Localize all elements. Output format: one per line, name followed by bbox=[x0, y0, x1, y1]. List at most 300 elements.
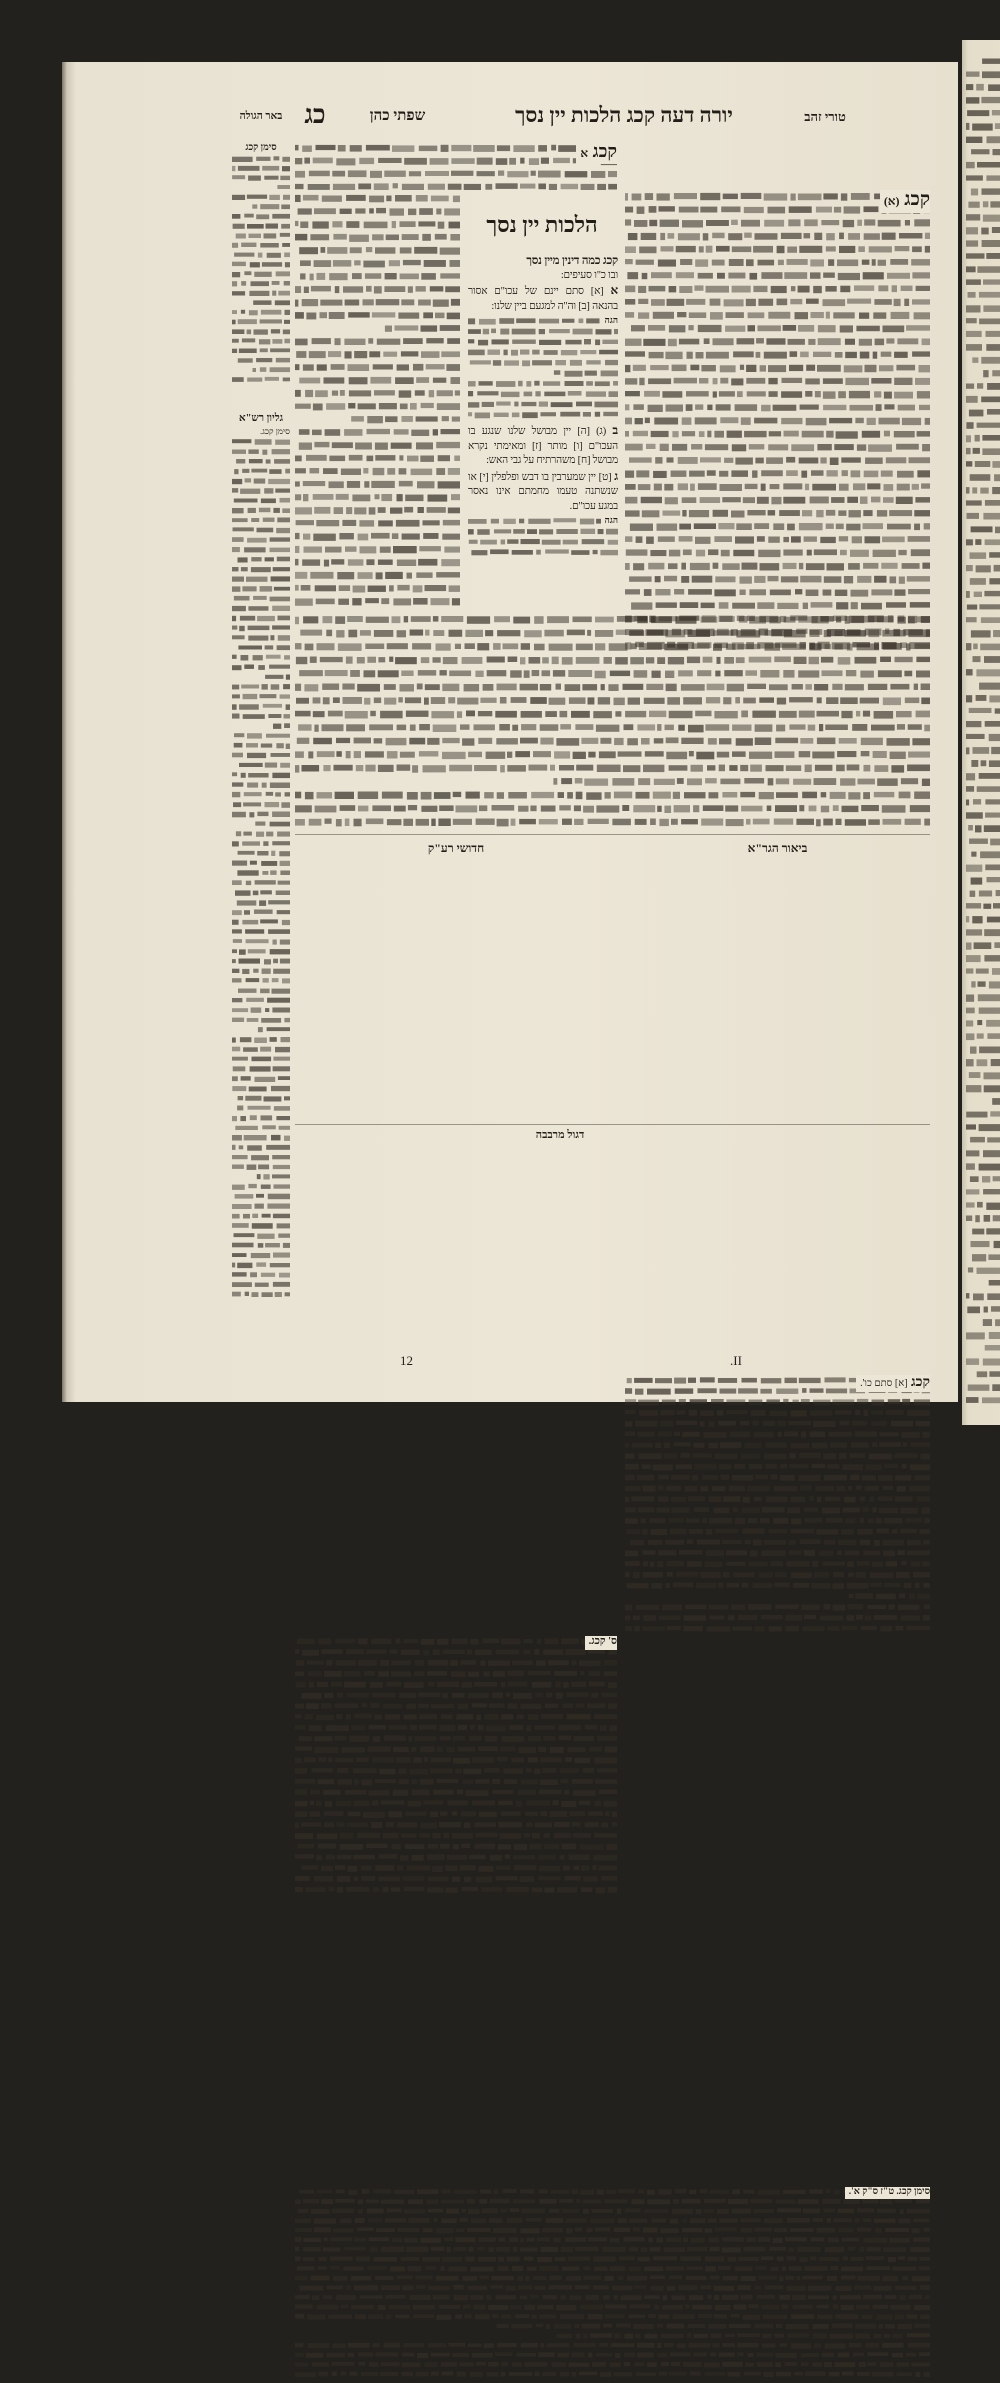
text-glyph-run bbox=[272, 1174, 290, 1178]
text-glyph-run bbox=[406, 2247, 428, 2252]
text-glyph-run bbox=[666, 684, 677, 691]
text-glyph-run bbox=[423, 520, 440, 525]
text-glyph-run bbox=[782, 644, 806, 650]
text-glyph-run bbox=[442, 752, 466, 759]
text-glyph-run bbox=[253, 969, 258, 973]
text-glyph-run bbox=[604, 2199, 627, 2203]
text-glyph-run bbox=[830, 1442, 847, 1447]
text-glyph-run bbox=[823, 1453, 836, 1459]
text-glyph-run bbox=[245, 929, 264, 933]
text-glyph-run bbox=[856, 711, 860, 717]
text-glyph-run bbox=[783, 2190, 806, 2194]
text-glyph-run bbox=[884, 1464, 898, 1468]
text-glyph-run bbox=[492, 1692, 503, 1698]
text-glyph-run bbox=[314, 2219, 336, 2224]
text-glyph-run bbox=[527, 2238, 535, 2242]
text-glyph-run bbox=[651, 431, 669, 437]
text-glyph-run bbox=[993, 1176, 1000, 1181]
text-glyph-run bbox=[369, 1725, 386, 1729]
text-glyph-run bbox=[496, 2247, 510, 2252]
text-glyph-run bbox=[497, 630, 520, 636]
text-glyph-run bbox=[993, 903, 1000, 908]
text-glyph-run bbox=[618, 2218, 627, 2223]
text-glyph-run bbox=[985, 721, 1000, 727]
text-glyph-run bbox=[272, 773, 290, 778]
text-glyph-run bbox=[614, 738, 624, 745]
text-glyph-run bbox=[495, 711, 517, 718]
text-glyph-run bbox=[354, 819, 362, 827]
text-glyph-run bbox=[267, 998, 290, 1003]
text-glyph-run bbox=[384, 698, 396, 705]
text-glyph-run bbox=[498, 2266, 509, 2271]
text-glyph-run bbox=[625, 1410, 636, 1414]
text-glyph-run bbox=[791, 1410, 807, 1416]
text-glyph-run bbox=[898, 1605, 920, 1610]
text-glyph-run bbox=[349, 455, 363, 461]
text-glyph-run bbox=[834, 207, 841, 213]
text-glyph-run bbox=[664, 484, 673, 491]
text-glyph-run bbox=[295, 1833, 313, 1839]
text-glyph-run bbox=[232, 377, 244, 382]
text-glyph-run bbox=[270, 537, 290, 541]
text-glyph-run bbox=[477, 643, 489, 650]
text-glyph-run bbox=[465, 630, 483, 637]
text-glyph-run bbox=[234, 596, 250, 601]
text-glyph-run bbox=[342, 684, 354, 690]
text-glyph-run bbox=[845, 1551, 860, 1556]
text-glyph-run bbox=[280, 694, 290, 698]
text-glyph-run bbox=[658, 1475, 669, 1480]
text-glyph-run bbox=[925, 418, 930, 425]
text-glyph-run bbox=[847, 497, 858, 503]
text-glyph-run bbox=[732, 1475, 754, 1481]
text-glyph-run bbox=[674, 1442, 691, 1446]
text-glyph-run bbox=[282, 920, 290, 925]
text-glyph-run bbox=[919, 2266, 930, 2270]
text-glyph-run bbox=[983, 215, 1000, 222]
text-glyph-run bbox=[409, 171, 421, 176]
text-glyph-run bbox=[814, 2343, 821, 2348]
text-glyph-run bbox=[897, 2372, 912, 2376]
text-glyph-run bbox=[802, 431, 824, 438]
text-glyph-run bbox=[982, 448, 1000, 455]
text-glyph-run bbox=[987, 1033, 1000, 1039]
text-glyph-run bbox=[588, 1649, 605, 1653]
text-glyph-run bbox=[630, 2304, 651, 2308]
text-glyph-run bbox=[446, 364, 460, 371]
text-glyph-run bbox=[840, 697, 858, 704]
text-glyph-run bbox=[871, 497, 880, 503]
text-glyph-run bbox=[834, 2218, 852, 2222]
text-glyph-run bbox=[249, 812, 254, 817]
text-glyph-run bbox=[575, 2285, 590, 2289]
text-glyph-run bbox=[480, 1660, 485, 1666]
text-glyph-run bbox=[881, 352, 892, 357]
text-glyph-run bbox=[317, 1682, 328, 1687]
text-glyph-run bbox=[638, 2257, 650, 2262]
text-glyph-run bbox=[919, 2352, 930, 2356]
text-glyph-run bbox=[966, 565, 973, 571]
text-glyph-run bbox=[749, 444, 765, 449]
text-glyph-run bbox=[614, 2372, 632, 2376]
text-glyph-run bbox=[295, 404, 311, 409]
text-glyph-run bbox=[722, 2362, 742, 2367]
text-glyph-run bbox=[335, 286, 340, 293]
text-glyph-run bbox=[305, 390, 313, 397]
text-glyph-run bbox=[629, 457, 652, 462]
text-glyph-run bbox=[241, 685, 259, 689]
text-glyph-run bbox=[654, 2305, 659, 2310]
text-glyph-run bbox=[966, 1008, 975, 1014]
text-glyph-run bbox=[743, 497, 755, 503]
text-glyph-run bbox=[982, 1397, 1000, 1403]
text-glyph-run bbox=[694, 285, 703, 290]
text-glyph-run bbox=[433, 616, 439, 622]
text-glyph-run bbox=[232, 1223, 249, 1228]
text-glyph-run bbox=[344, 429, 362, 436]
text-glyph-run bbox=[882, 805, 906, 813]
text-glyph-run bbox=[650, 1529, 667, 1535]
text-glyph-run bbox=[440, 273, 460, 278]
text-glyph-run bbox=[966, 968, 973, 973]
text-glyph-run bbox=[690, 365, 699, 371]
text-glyph-run bbox=[670, 2219, 679, 2224]
text-glyph-run bbox=[785, 1615, 802, 1621]
text-glyph-run bbox=[593, 2285, 609, 2289]
text-glyph-run bbox=[833, 2305, 838, 2309]
text-glyph-run bbox=[349, 235, 369, 242]
text-glyph-run bbox=[457, 711, 462, 718]
text-glyph-run bbox=[475, 1650, 492, 1655]
section-divider bbox=[295, 834, 930, 835]
text-glyph-run bbox=[841, 1529, 854, 1535]
text-glyph-run bbox=[801, 471, 807, 478]
text-glyph-run bbox=[431, 1704, 454, 1708]
text-glyph-run bbox=[232, 1272, 247, 1276]
text-glyph-run bbox=[241, 310, 245, 314]
text-glyph-run bbox=[544, 1833, 550, 1838]
text-glyph-run bbox=[295, 1854, 314, 1858]
text-glyph-run bbox=[612, 1811, 617, 1817]
text-glyph-run bbox=[917, 616, 930, 622]
text-glyph-run bbox=[637, 2352, 654, 2357]
text-glyph-run bbox=[324, 1811, 343, 1816]
text-glyph-run bbox=[911, 2363, 930, 2367]
text-glyph-run bbox=[283, 378, 290, 382]
text-glyph-run bbox=[984, 1072, 1000, 1079]
text-glyph-run bbox=[671, 2362, 680, 2366]
text-glyph-run bbox=[539, 2266, 558, 2271]
text-glyph-run bbox=[539, 1790, 562, 1795]
text-glyph-run bbox=[232, 281, 237, 286]
text-glyph-run bbox=[550, 1811, 568, 1817]
text-glyph-run bbox=[417, 481, 435, 488]
dagul-merevava-heading: דגול מרבבה bbox=[490, 1130, 630, 1141]
text-glyph-run bbox=[647, 2199, 670, 2204]
text-glyph-run bbox=[507, 539, 518, 544]
text-glyph-run bbox=[573, 1833, 591, 1837]
text-glyph-run bbox=[633, 2228, 640, 2232]
text-glyph-run bbox=[799, 805, 804, 811]
text-glyph-run bbox=[547, 616, 569, 623]
text-glyph-run bbox=[826, 233, 835, 240]
text-glyph-run bbox=[408, 1801, 422, 1807]
text-glyph-run bbox=[477, 2247, 485, 2251]
text-glyph-run bbox=[907, 1551, 930, 1556]
text-glyph-run bbox=[561, 2247, 574, 2252]
text-glyph-run bbox=[314, 442, 329, 447]
text-glyph-run bbox=[295, 1649, 299, 1654]
text-glyph-run bbox=[247, 378, 262, 382]
text-glyph-run bbox=[474, 1844, 495, 1849]
text-glyph-run bbox=[232, 1135, 242, 1141]
text-glyph-run bbox=[675, 2189, 686, 2193]
text-glyph-run bbox=[817, 444, 831, 450]
text-glyph-run bbox=[337, 1768, 348, 1773]
text-glyph-run bbox=[696, 550, 705, 557]
text-glyph-run bbox=[391, 1660, 410, 1665]
text-glyph-run bbox=[720, 484, 743, 491]
text-glyph-run bbox=[976, 969, 989, 974]
text-glyph-run bbox=[979, 292, 1000, 298]
text-glyph-run bbox=[834, 644, 842, 650]
text-glyph-run bbox=[553, 2238, 561, 2243]
text-glyph-run bbox=[801, 1605, 820, 1611]
text-glyph-run bbox=[416, 2372, 429, 2376]
text-glyph-run bbox=[275, 300, 290, 305]
text-glyph-run bbox=[460, 724, 470, 729]
text-glyph-run bbox=[897, 1550, 904, 1555]
text-glyph-run bbox=[232, 537, 244, 542]
text-glyph-run bbox=[901, 778, 918, 784]
text-glyph-run bbox=[657, 806, 662, 812]
text-glyph-run bbox=[248, 606, 268, 611]
text-glyph-run bbox=[332, 391, 338, 396]
text-glyph-run bbox=[643, 1626, 665, 1630]
text-glyph-run bbox=[779, 2343, 787, 2347]
text-glyph-run bbox=[239, 949, 246, 954]
text-glyph-run bbox=[554, 370, 560, 375]
text-glyph-run bbox=[897, 1486, 906, 1492]
text-glyph-run bbox=[971, 852, 976, 857]
text-glyph-run bbox=[920, 2285, 930, 2290]
text-glyph-run bbox=[682, 2199, 701, 2204]
text-glyph-run bbox=[581, 738, 598, 744]
text-glyph-run bbox=[250, 262, 260, 267]
text-glyph-run bbox=[437, 390, 453, 396]
text-glyph-run bbox=[858, 779, 875, 785]
text-glyph-run bbox=[845, 1518, 855, 1523]
text-glyph-run bbox=[747, 510, 765, 515]
text-glyph-run bbox=[731, 220, 738, 225]
text-glyph-run bbox=[253, 655, 263, 660]
text-glyph-run bbox=[822, 2353, 834, 2358]
text-glyph-run bbox=[984, 1085, 1000, 1092]
text-glyph-run bbox=[262, 166, 279, 171]
text-glyph-run bbox=[758, 550, 780, 557]
text-glyph-run bbox=[374, 286, 382, 293]
text-glyph-run bbox=[489, 1703, 505, 1707]
text-glyph-run bbox=[862, 2315, 873, 2320]
text-glyph-run bbox=[302, 559, 320, 565]
text-glyph-run bbox=[966, 318, 977, 323]
text-glyph-run bbox=[457, 1790, 463, 1795]
text-glyph-run bbox=[329, 481, 344, 488]
text-glyph-run bbox=[295, 507, 312, 514]
text-glyph-run bbox=[682, 497, 697, 503]
text-glyph-run bbox=[892, 285, 897, 292]
text-glyph-run bbox=[436, 442, 460, 448]
text-glyph-run bbox=[303, 616, 318, 623]
text-glyph-run bbox=[389, 260, 400, 266]
text-glyph-run bbox=[728, 233, 742, 240]
text-glyph-run bbox=[686, 391, 709, 396]
text-glyph-run bbox=[472, 1800, 495, 1805]
text-glyph-run bbox=[418, 670, 436, 676]
text-glyph-run bbox=[983, 1189, 1000, 1194]
text-glyph-run bbox=[710, 2352, 716, 2356]
text-glyph-run bbox=[769, 1626, 782, 1631]
text-glyph-run bbox=[463, 2276, 478, 2281]
text-glyph-run bbox=[581, 2324, 600, 2329]
text-glyph-run bbox=[752, 711, 776, 718]
text-glyph-run bbox=[303, 481, 325, 486]
text-glyph-run bbox=[680, 2256, 701, 2261]
text-glyph-run bbox=[812, 2362, 822, 2366]
text-glyph-run bbox=[748, 2304, 759, 2308]
text-glyph-run bbox=[488, 2305, 508, 2310]
text-glyph-run bbox=[247, 538, 267, 543]
text-glyph-run bbox=[405, 697, 421, 703]
text-glyph-run bbox=[741, 220, 760, 227]
text-glyph-run bbox=[305, 644, 314, 651]
text-glyph-run bbox=[749, 616, 766, 623]
text-glyph-run bbox=[391, 1887, 400, 1891]
text-glyph-run bbox=[254, 272, 271, 277]
text-glyph-run bbox=[520, 2238, 524, 2243]
text-glyph-run bbox=[629, 2219, 647, 2223]
text-glyph-run bbox=[246, 939, 269, 943]
text-glyph-run bbox=[849, 1594, 854, 1598]
text-glyph-run bbox=[266, 224, 279, 229]
text-glyph-run bbox=[565, 1876, 581, 1880]
text-glyph-run bbox=[476, 2362, 486, 2366]
text-glyph-run bbox=[856, 1615, 863, 1620]
text-glyph-run bbox=[480, 2276, 490, 2280]
text-glyph-run bbox=[627, 1583, 649, 1588]
text-glyph-run bbox=[696, 752, 714, 760]
text-glyph-run bbox=[445, 286, 460, 292]
text-glyph-run bbox=[783, 325, 797, 331]
text-glyph-run bbox=[544, 630, 563, 637]
text-glyph-run bbox=[920, 1529, 931, 1534]
text-glyph-run bbox=[526, 2218, 542, 2222]
text-glyph-run bbox=[425, 2266, 436, 2270]
text-glyph-run bbox=[402, 534, 420, 540]
text-glyph-run bbox=[393, 183, 398, 188]
text-glyph-run bbox=[898, 2256, 905, 2260]
text-glyph-run bbox=[878, 1496, 893, 1501]
text-glyph-run bbox=[635, 2334, 640, 2339]
text-glyph-run bbox=[306, 455, 327, 461]
text-glyph-run bbox=[813, 1400, 830, 1406]
text-glyph-run bbox=[745, 670, 757, 676]
text-glyph-run bbox=[261, 744, 272, 748]
text-glyph-run bbox=[232, 1145, 236, 1150]
text-glyph-run bbox=[526, 381, 531, 387]
text-glyph-run bbox=[908, 752, 930, 758]
text-glyph-run bbox=[907, 576, 930, 582]
text-glyph-run bbox=[448, 468, 460, 475]
text-glyph-run bbox=[784, 431, 799, 437]
text-glyph-run bbox=[639, 1410, 658, 1416]
text-glyph-run bbox=[317, 364, 327, 370]
text-glyph-run bbox=[637, 616, 648, 623]
text-glyph-run bbox=[782, 2305, 789, 2309]
text-glyph-run bbox=[635, 2362, 644, 2366]
text-glyph-run bbox=[625, 1626, 632, 1631]
text-glyph-run bbox=[295, 2363, 308, 2367]
text-glyph-run bbox=[667, 2324, 685, 2329]
text-glyph-run bbox=[368, 2314, 383, 2319]
text-glyph-run bbox=[873, 751, 887, 758]
text-glyph-run bbox=[920, 1454, 930, 1460]
text-glyph-run bbox=[274, 1184, 291, 1188]
text-glyph-run bbox=[636, 2372, 656, 2376]
text-glyph-run bbox=[825, 644, 832, 650]
text-glyph-run bbox=[766, 765, 784, 771]
text-glyph-run bbox=[375, 1865, 394, 1871]
text-glyph-run bbox=[249, 310, 258, 315]
text-glyph-run bbox=[776, 2199, 796, 2203]
text-glyph-run bbox=[266, 734, 290, 738]
text-glyph-run bbox=[700, 207, 717, 213]
text-glyph-run bbox=[336, 494, 349, 500]
text-glyph-run bbox=[262, 1292, 273, 1297]
text-glyph-run bbox=[243, 802, 261, 806]
text-glyph-run bbox=[507, 2218, 523, 2223]
text-glyph-run bbox=[641, 738, 650, 745]
text-glyph-run bbox=[538, 2352, 555, 2357]
text-glyph-run bbox=[856, 1572, 866, 1578]
text-glyph-run bbox=[660, 220, 679, 227]
text-glyph-run bbox=[286, 704, 290, 710]
text-glyph-run bbox=[482, 402, 494, 407]
text-glyph-run bbox=[741, 2276, 756, 2281]
text-glyph-run bbox=[696, 1583, 716, 1589]
text-glyph-run bbox=[398, 2228, 420, 2232]
text-glyph-run bbox=[885, 2324, 895, 2328]
text-glyph-run bbox=[995, 527, 1000, 534]
text-glyph-run bbox=[754, 576, 765, 583]
text-glyph-run bbox=[676, 246, 696, 252]
text-glyph-run bbox=[326, 630, 332, 637]
text-glyph-run bbox=[468, 318, 475, 324]
text-glyph-run bbox=[551, 2190, 569, 2194]
text-glyph-run bbox=[744, 2372, 761, 2376]
text-glyph-run bbox=[295, 1790, 307, 1795]
text-glyph-run bbox=[625, 259, 633, 264]
text-glyph-run bbox=[232, 272, 240, 277]
text-glyph-run bbox=[809, 806, 817, 812]
text-glyph-run bbox=[271, 1086, 290, 1091]
text-glyph-run bbox=[857, 576, 871, 583]
text-glyph-run bbox=[277, 557, 290, 562]
text-glyph-run bbox=[303, 2257, 315, 2261]
text-glyph-run bbox=[550, 2276, 562, 2281]
text-glyph-run bbox=[848, 1486, 852, 1490]
text-glyph-run bbox=[840, 550, 847, 555]
